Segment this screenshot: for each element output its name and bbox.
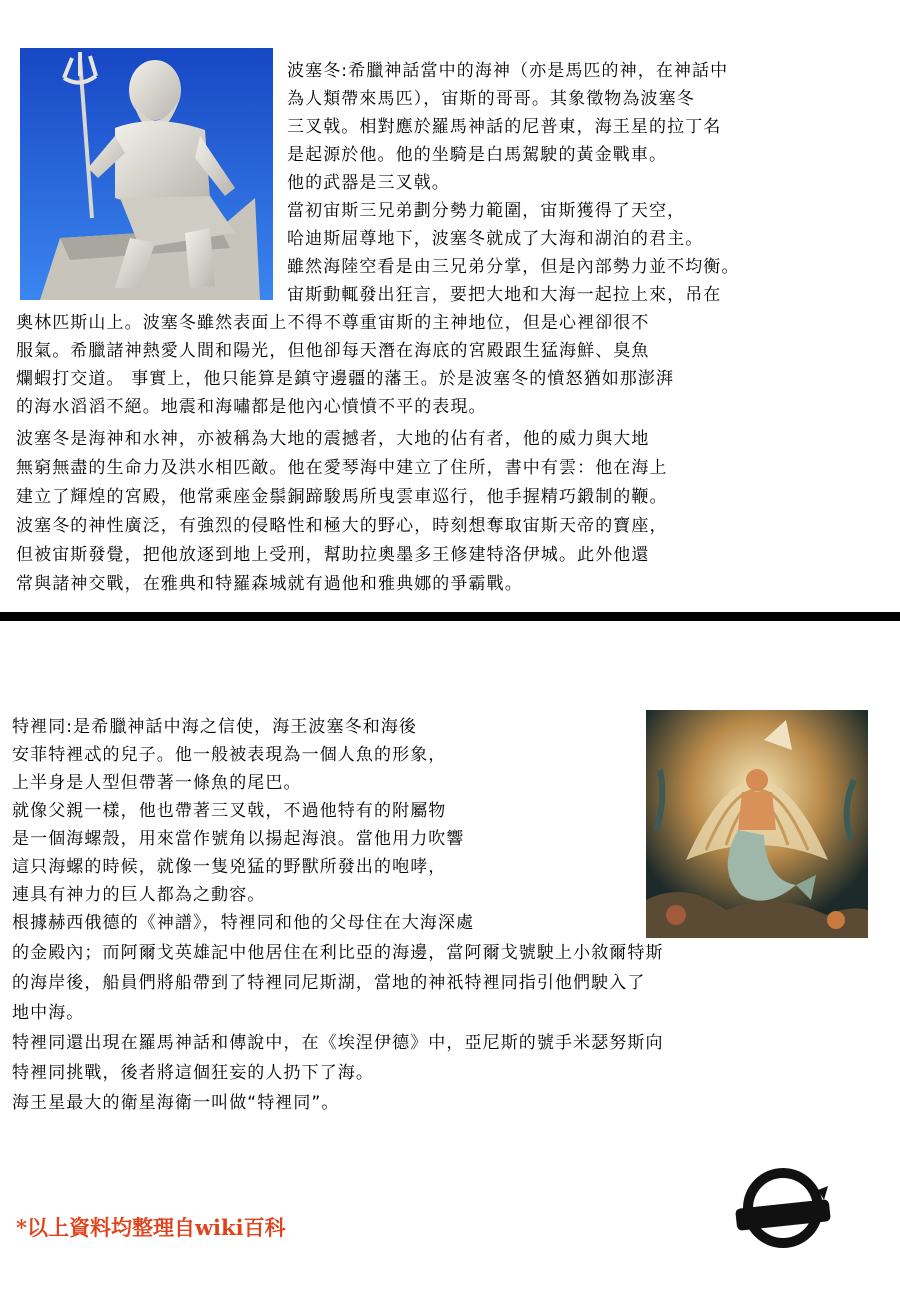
triton-text-line: 特裡同還出現在羅馬神話和傳說中，在《埃涅伊德》中，亞尼斯的號手米瑟努斯向 [12,1033,664,1053]
poseidon-text-line: 當初宙斯三兄弟劃分勢力範圍，宙斯獲得了天空， [287,201,686,221]
poseidon-text-line: 是起源於他。他的坐騎是白馬駕駛的黃金戰車。 [287,145,668,165]
poseidon-text-line: 奧林匹斯山上。波塞冬雖然表面上不得不尊重宙斯的主神地位，但是心裡卻很不 [16,313,650,333]
triton-text-line: 安菲特裡忒的兒子。他一般被表現為一個人魚的形象， [12,745,447,765]
poseidon-text-line: 為人類帶來馬匹），宙斯的哥哥。其象徵物為波塞冬 [287,89,695,109]
source-footnote: *以上資料均整理自wiki百科 [16,1215,286,1240]
triton-section [0,700,900,1130]
poseidon-text-line: 建立了輝煌的宮殿，他常乘座金鬃銅蹄駿馬所曳雲車巡行，他手握精巧鍛制的鞭。 [16,487,668,507]
poseidon-text-line: 但被宙斯發覺，把他放逐到地上受刑，幫助拉奧墨多王修建特洛伊城。此外他還 [16,545,650,565]
triton-text-line: 的金殿內；而阿爾戈英雄記中他居住在利比亞的海邊，當阿爾戈號駛上小敘爾特斯 [12,943,664,963]
poseidon-section [0,0,900,610]
poseidon-text-line: 三叉戟。相對應於羅馬神話的尼普東，海王星的拉丁名 [287,117,722,137]
triton-text-line: 的海岸後，船員們將船帶到了特裡同尼斯湖，當地的神祇特裡同指引他們駛入了 [12,973,646,993]
poseidon-statue-image [20,48,273,300]
poseidon-text-line: 爛蝦打交道。 事實上，他只能算是鎮守邊疆的藩王。於是波塞冬的憤怒猶如那澎湃 [16,369,675,389]
poseidon-text-line: 哈迪斯屈尊地下，波塞冬就成了大海和湖泊的君主。 [287,229,704,249]
poseidon-text-line: 服氣。希臘諸神熱愛人間和陽光，但他卻每天潛在海底的宮殿跟生猛海鮮、臭魚 [16,341,650,361]
triton-text-line: 特裡同:是希臘神話中海之信使，海王波塞冬和海後 [12,717,418,737]
triton-text-line: 海王星最大的衛星海衛一叫做“特裡同”。 [12,1093,340,1113]
poseidon-text-line: 他的武器是三叉戟。 [287,173,450,193]
m-one-logo [728,1158,838,1263]
poseidon-text-line: 雖然海陸空看是由三兄弟分掌，但是內部勢力並不均衡。 [287,257,740,277]
poseidon-text-line: 波塞冬:希臘神話當中的海神（亦是馬匹的神，在神話中 [287,61,729,81]
poseidon-text-line: 波塞冬是海神和水神，亦被稱為大地的震撼者，大地的佔有者，他的威力與大地 [16,429,650,449]
triton-text-line: 就像父親一樣，他也帶著三叉戟，不過他特有的附屬物 [12,801,447,821]
poseidon-text-line: 宙斯動輒發出狂言，要把大地和大海一起拉上來，吊在 [287,285,722,305]
poseidon-text-line: 的海水滔滔不絕。地震和海嘯都是他內心憤憤不平的表現。 [16,397,487,417]
triton-painting-image [646,710,868,938]
triton-text-line: 地中海。 [12,1003,85,1023]
poseidon-text-line: 無窮無盡的生命力及洪水相匹敵。他在愛琴海中建立了住所，書中有雲：他在海上 [16,458,668,478]
triton-text-line: 連具有神力的巨人都為之動容。 [12,885,266,905]
triton-text-line: 上半身是人型但帶著一條魚的尾巴。 [12,773,302,793]
triton-text-line: 是一個海螺殼，用來當作號角以揚起海浪。當他用力吹響 [12,829,465,849]
poseidon-text-line: 常與諸神交戰，在雅典和特羅森城就有過他和雅典娜的爭霸戰。 [16,574,523,594]
triton-text-line: 這只海螺的時候，就像一隻兇猛的野獸所發出的咆哮， [12,857,447,877]
triton-text-line: 特裡同挑戰，後者將這個狂妄的人扔下了海。 [12,1063,374,1083]
triton-text-line: 根據赫西俄德的《神譜》，特裡同和他的父母住在大海深處 [12,913,475,933]
poseidon-text-line: 波塞冬的神性廣泛，有強烈的侵略性和極大的野心，時刻想奪取宙斯天帝的寶座， [16,516,668,536]
section-divider [0,612,900,621]
